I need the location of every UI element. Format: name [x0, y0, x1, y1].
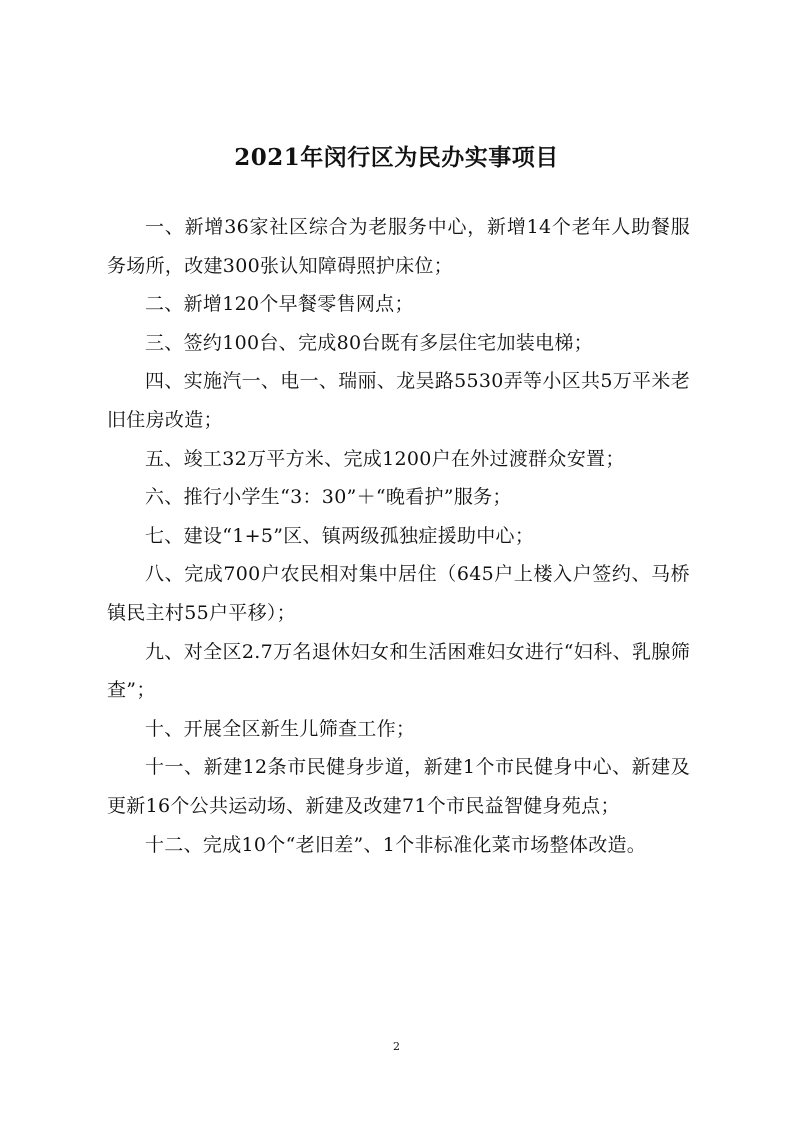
- list-item: 七、建设“1+5”区、镇两级孤独症援助中心；: [145, 524, 535, 547]
- list-item: 三、签约100台、完成80台既有多层住宅加装电梯；: [145, 331, 593, 354]
- list-item: 五、竣工32万平方米、完成1200户在外过渡群众安置；: [145, 447, 625, 470]
- list-item: 九、对全区2.7万名退休妇女和生活困难妇女进行“妇科、乳腺筛查”；: [107, 640, 690, 702]
- list-item: 六、推行小学生“3：30”＋“晚看护”服务；: [145, 486, 512, 509]
- list-item: 四、实施汽一、电一、瑞丽、龙吴路5530弄等小区共5万平米老旧住房改造；: [107, 370, 690, 431]
- list-item: 八、完成700户农民相对集中居住（645户上楼入户签约、马桥镇民主村55户平移）；: [107, 563, 690, 624]
- page-number: 2: [393, 1040, 400, 1053]
- list-item: 十二、完成10个“老旧差”、1个非标准化菜市场整体改造。: [145, 833, 647, 856]
- list-item: 十、开展全区新生儿筛查工作；: [145, 717, 416, 740]
- list-item: 二、新增120个早餐零售网点；: [145, 293, 414, 316]
- list-item: 十一、新建12条市民健身步道，新建1个市民健身中心、新建及更新16个公共运动场、新建及改建71个市民益智健身苑点；: [107, 756, 690, 817]
- list-item: 一、新增36家社区综合为老服务中心，新增14个老年人助餐服务场所，改建300张认知障碍照护床位；: [107, 216, 690, 277]
- document-body: [107, 208, 690, 864]
- document-title: 2021年闵行区为民办实事项目: [234, 144, 559, 171]
